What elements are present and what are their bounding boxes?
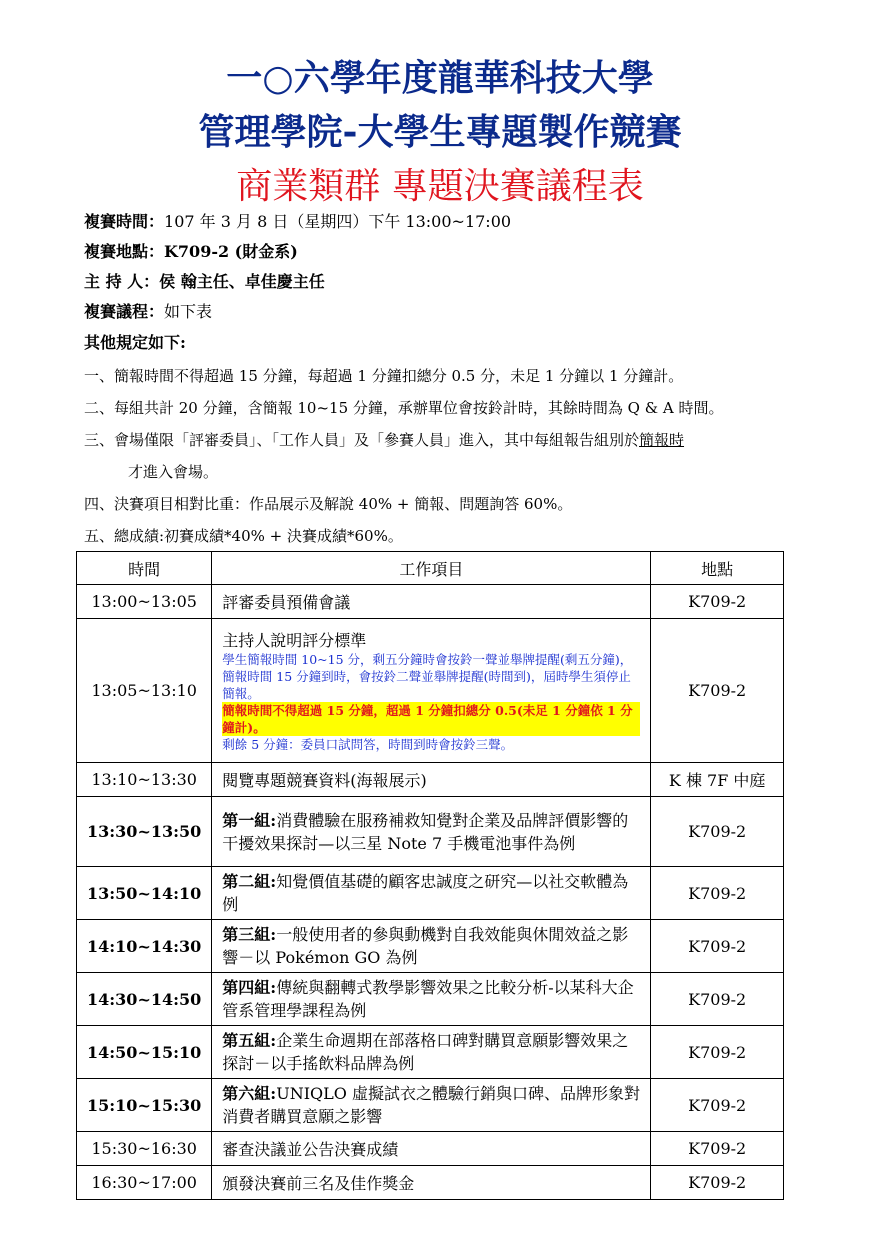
row-item-title: 主持人說明評分標準 xyxy=(222,631,367,650)
rule-5: 五、總成績:初賽成績*40% + 決賽成績*60%。 xyxy=(84,527,403,545)
table-row: 13:30~13:50 第一組:消費體驗在服務補救知覺對企業及品牌評價影響的干擾效果探討—以三星 Note 7 手機電池事件為例 K709-2 xyxy=(77,797,784,867)
table-row: 16:30~17:00 頒發決賽前三名及佳作獎金 K709-2 xyxy=(77,1166,784,1200)
info-place: 複賽地點：K709-2 (財金系) xyxy=(84,242,298,261)
table-header-row xyxy=(77,552,784,585)
table-row: 15:10~15:30 第六組:UNIQLO 虛擬試衣之體驗行銷與口碑、品牌形象對消費者購買意願之影響 K709-2 xyxy=(77,1079,784,1132)
info-other: 其他規定如下: xyxy=(84,333,186,352)
header-location: 地點 xyxy=(651,552,784,585)
table-row: 14:30~14:50 第四組:傳統與翻轉式教學影響效果之比較分析-以某科大企管系管理學課程為例 K709-2 xyxy=(77,973,784,1026)
note-blue-2: 剩餘 5 分鐘：委員口試問答，時間到時會按鈴三聲。 xyxy=(222,737,514,752)
title-line-1: 一○六學年度龍華科技大學 xyxy=(226,57,654,99)
table-row: 14:50~15:10 第五組:企業生命週期在部落格口碑對購買意願影響效果之探討－以手搖飲料品牌為例 K709-2 xyxy=(77,1026,784,1079)
title-line-2: 管理學院-大學生專題製作競賽 xyxy=(198,111,682,153)
info-agenda: 複賽議程：如下表 xyxy=(84,302,213,321)
title-line-3: 商業類群 專題決賽議程表 xyxy=(236,166,644,207)
rule-3-cont: 才進入會場。 xyxy=(128,463,219,481)
table-row: 14:10~14:30 第三組:一般使用者的參與動機對自我效能與休閒效益之影響－以 Pokémon GO 為例 K709-2 xyxy=(77,920,784,973)
info-time: 複賽時間：107 年 3 月 8 日（星期四）下午 13:00~17:00 xyxy=(84,212,512,231)
rule-2: 二、每組共計 20 分鐘，含簡報 10~15 分鐘，承辦單位會按鈴計時，其餘時間為 Q & A 時間。 xyxy=(84,399,724,417)
table-row: 15:30~16:30 審查決議並公告決賽成績 K709-2 xyxy=(77,1132,784,1166)
header-item: 工作項目 xyxy=(212,552,651,585)
header-time: 時間 xyxy=(77,552,212,585)
rule-1: 一、簡報時間不得超過 15 分鐘，每超過 1 分鐘扣總分 0.5 分，未足 1 分鐘以 1 分鐘計。 xyxy=(84,367,684,385)
table-row: 13:05~13:10 主持人說明評分標準 學生簡報時間 10~15 分，剩五分鐘時會按鈴一聲並舉牌提醒(剩五分鐘)，簡報時間 15 分鐘到時，會按鈴二聲並舉牌提醒(時間到)，屆時學生須停止簡報。 簡報時間不得超過 15 分鐘，超過 1 分鐘扣總分 0.5(未足 1 分鐘依 1 分鐘計)。 剩餘 5 分鐘：委員口試問答，時間到時會按鈴三聲。 K709-2 xyxy=(77,619,784,763)
agenda-table xyxy=(76,551,784,1200)
table-row: 13:50~14:10 第二組:知覺價值基礎的顧客忠誠度之研究—以社交軟體為例 K709-2 xyxy=(77,867,784,920)
info-host: 主 持 人：侯 翰主任、卓佳慶主任 xyxy=(84,272,325,291)
table-row: 13:10~13:30 閱覽專題競賽資料(海報展示) K 棟 7F 中庭 xyxy=(77,763,784,797)
note-blue: 學生簡報時間 10~15 分，剩五分鐘時會按鈴一聲並舉牌提醒(剩五分鐘)，簡報時間 15 分鐘到時，會按鈴二聲並舉牌提醒(時間到)，屆時學生須停止簡報。 xyxy=(222,652,633,701)
rule-3: 三、會場僅限「評審委員」、「工作人員」及「參賽人員」進入，其中每組報告組別於簡報時 xyxy=(84,431,685,449)
table-row: 13:00~13:05 評審委員預備會議 K709-2 xyxy=(77,585,784,619)
note-highlight: 簡報時間不得超過 15 分鐘，超過 1 分鐘扣總分 0.5(未足 1 分鐘依 1 分鐘計)。 xyxy=(222,702,640,736)
rule-4: 四、決賽項目相對比重：作品展示及解說 40% + 簡報、問題詢答 60%。 xyxy=(84,495,573,513)
